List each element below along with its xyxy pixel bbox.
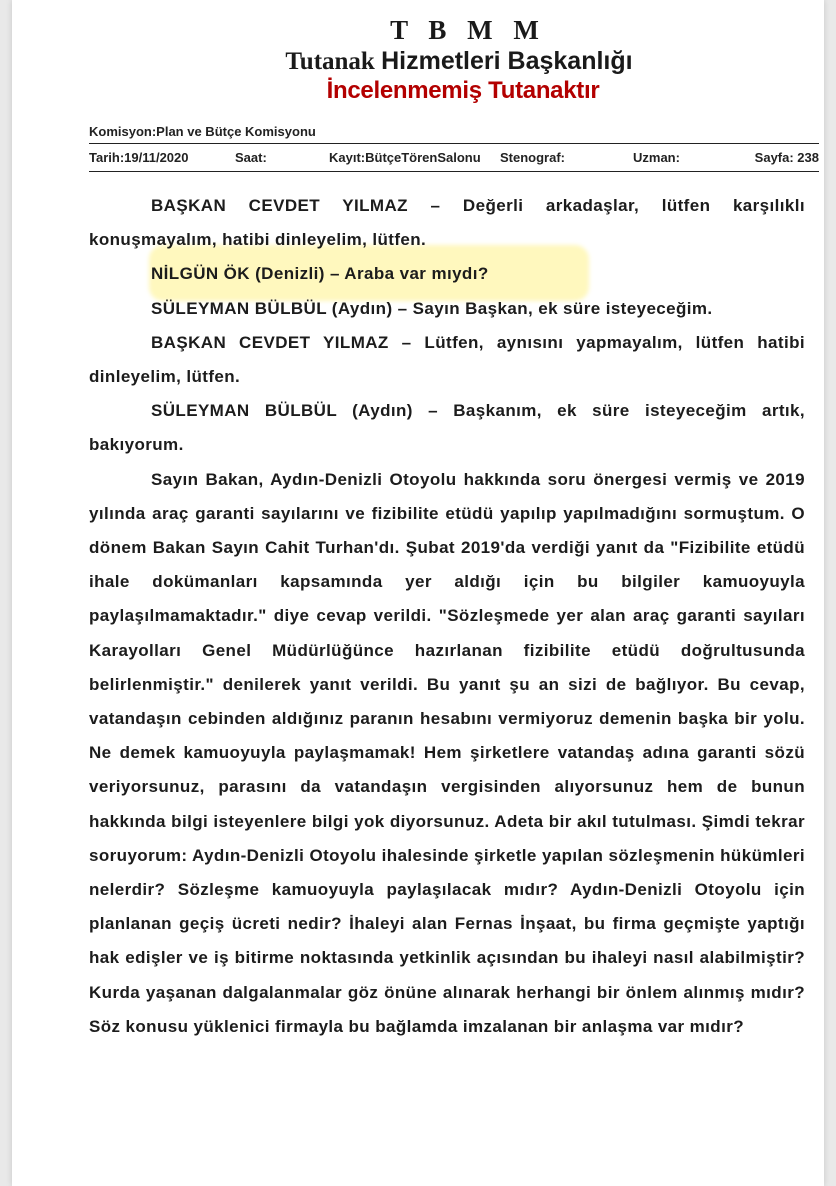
divider-top: [89, 143, 819, 144]
document-page: [12, 0, 824, 1186]
header-subtitle: [12, 46, 824, 77]
header-title: T B M M: [390, 15, 546, 45]
kayit-label: Kayıt:BütçeTörenSalonu: [329, 150, 481, 165]
paragraph-nilgun-ok: NİLGÜN ÖK (Denizli) – Araba var mıydı?: [151, 264, 489, 284]
divider-bottom: [89, 171, 819, 172]
document-header: [12, 14, 824, 105]
tarih-label: Tarih:19/11/2020: [89, 150, 189, 165]
sayfa-label: Sayfa: 238: [754, 150, 819, 165]
paragraph-bulbul-1: SÜLEYMAN BÜLBÜL (Aydın) – Sayın Başkan, ek süre isteyeceğim.: [151, 298, 713, 318]
paragraph-baskan-1: BAŞKAN CEVDET YILMAZ – Değerli arkadaşlar, lütfen karşılıklı konuşmayalım, hatibi dinleyelim, lütfen.: [89, 196, 805, 250]
transcript-body: [89, 189, 805, 1044]
header-subtitle-part1: Tutanak: [285, 48, 375, 75]
header-status: İncelenmemiş Tutanaktır: [326, 77, 600, 104]
paragraph-bulbul-2: SÜLEYMAN BÜLBÜL (Aydın) – Başkanım, ek süre isteyeceğim artık, bakıyorum.: [89, 401, 805, 455]
paragraph-bulbul-speech: Sayın Bakan, Aydın-Denizli Otoyolu hakkında soru önergesi vermiş ve 2019 yılında araç garanti sayılarını ve fizibilite etüdü yapılıp yapılmadığını sormuştum. O dönem Bakan Sayın Cahit Turhan'dı. Şubat 2019'da verdiği yanıt da "Fizibilite etüdü ihale dokümanları kapsamında yer aldığı için bu bilgiler kamuoyuyla paylaşılmamaktadır." diye cevap verildi. "Sözleşmede yer alan araç garanti sayıları Karayolları Genel Müdürlüğünce hazırlanan fizibilite etüdü doğrultusunda belirlenmiştir." denilerek yanıt verildi. Bu yanıt şu an sizi de bağlıyor. Bu cevap, vatandaşın cebinden aldığınız paranın hesabını vermiyoruz demenin başka bir yolu. Ne demek kamuoyuyla paylaşmamak! Hem şirketlere vatandaş adına garanti sözü veriyorsunuz, parasını da vatandaşın vergisinden alıyorsunuz hem de bunun hakkında bilgi isteyenlere bilgi yok diyorsunuz. Adeta bir akıl tutulması. Şimdi tekrar soruyorum: Aydın-Denizli Otoyolu ihalesinde şirketle yapılan sözleşmenin hükümleri nelerdir? Sözleşme kamuoyuyla paylaşılacak mıdır? Aydın-Denizli Otoyolu için planlanan geçiş ücreti nedir? İhaleyi alan Fernas İnşaat, bu firma geçmişte yaptığı hak edişler ve iş bitirme noktasında yetkinlik açısından bu ihaleyi nasıl alabilmiştir? Kurda yaşanan dalgalanmalar göz önüne alınarak herhangi bir önlem alınmış mıdır? Söz konusu yüklenici firmayla bu bağlamda imzalanan bir anlaşma var mıdır?: [89, 469, 805, 1036]
paragraph-baskan-2: BAŞKAN CEVDET YILMAZ – Lütfen, aynısını yapmayalım, lütfen hatibi dinleyelim, lütfen.: [89, 332, 805, 387]
saat-label: Saat:: [235, 150, 267, 165]
uzman-label: Uzman:: [633, 150, 680, 165]
header-subtitle-part2: Hizmetleri Başkanlığı: [381, 47, 633, 75]
komisyon-label: Komisyon:Plan ve Bütçe Komisyonu: [89, 124, 316, 139]
stenograf-label: Stenograf:: [500, 150, 565, 165]
